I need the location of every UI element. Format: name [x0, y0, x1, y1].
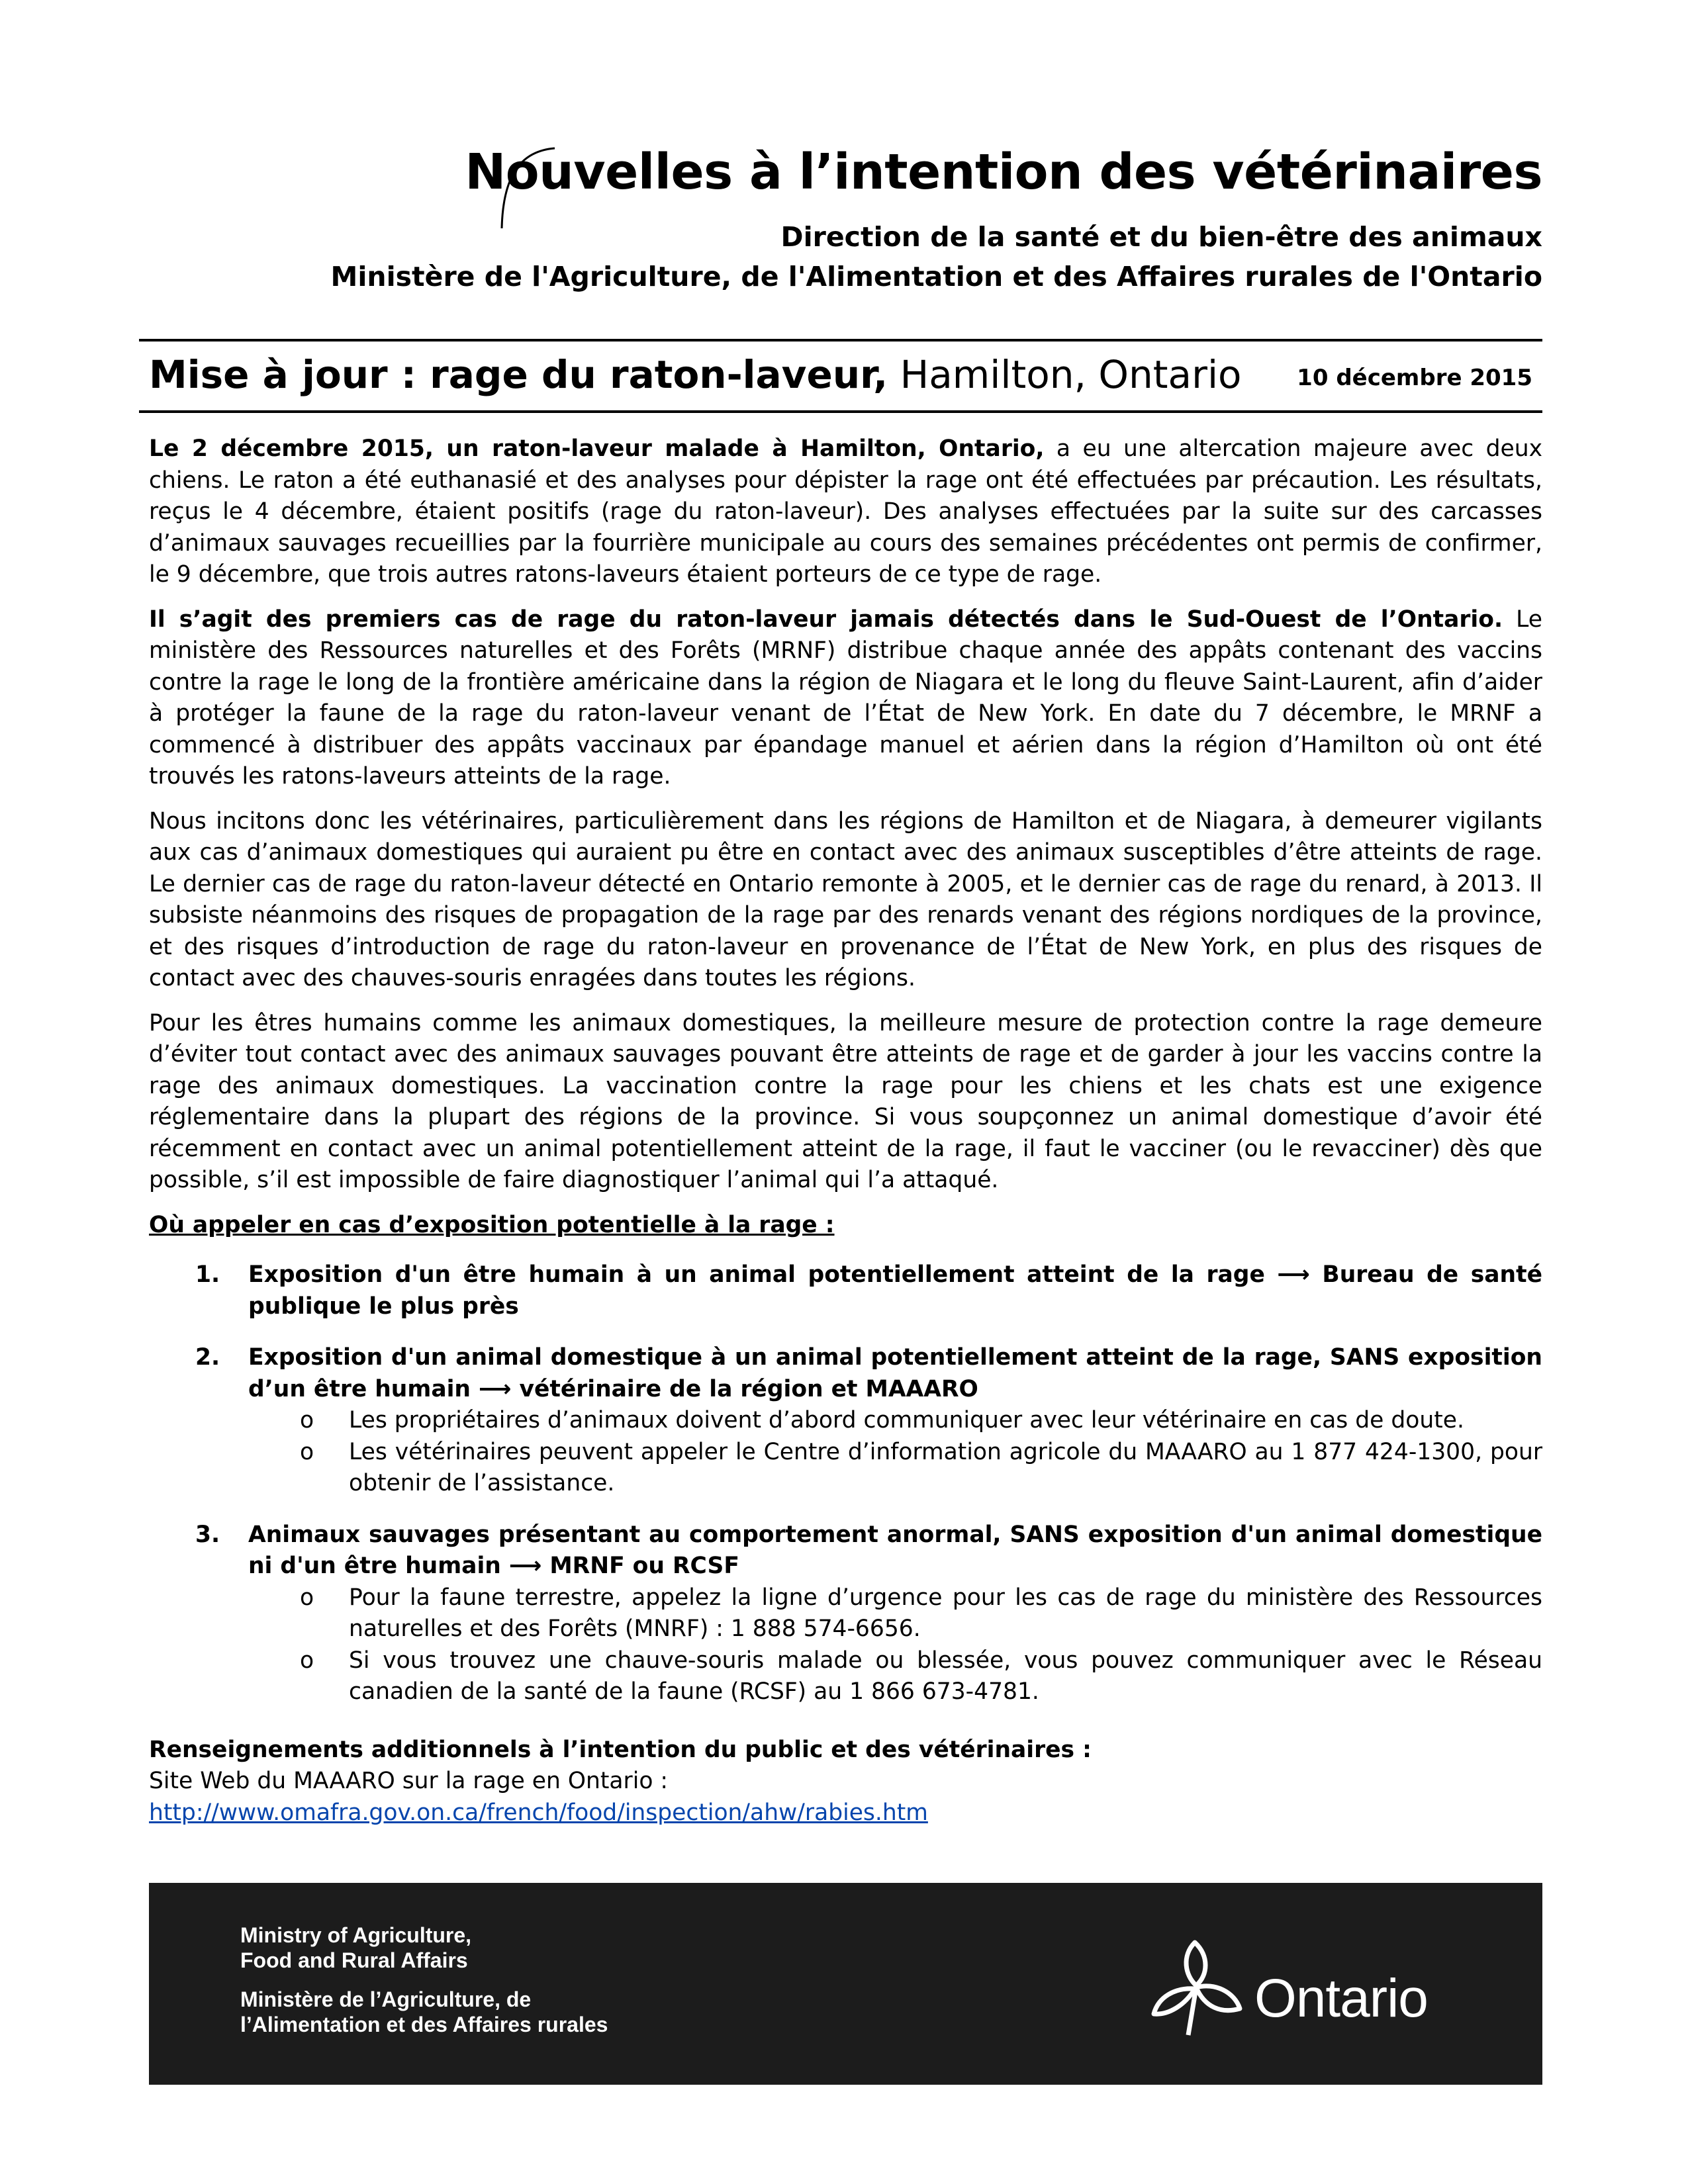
update-title — [149, 345, 1242, 404]
bullet-icon: o — [300, 1407, 314, 1433]
paragraph-2-lead: Il s’agit des premiers cas de rage du raton-laveur jamais détectés dans le Sud-Ouest de l’Ontario. — [149, 606, 1503, 633]
update-title-bar — [149, 341, 1532, 407]
ministry-name: Ministère de l'Agriculture, de l'Alimentation et des Affaires rurales de l'Ontario — [330, 261, 1542, 293]
ministry-name-fr-line1: Ministère de l’Agriculture, de — [240, 1987, 532, 2011]
ministry-name-en-line2: Food and Rural Affairs — [240, 1948, 468, 1972]
contact-item-3 — [149, 1520, 1542, 1708]
site-label: Site Web du MAAARO sur la rage en Ontario : — [149, 1768, 669, 1794]
subitem-text: Si vous trouvez une chauve-souris malade ou blessée, vous pouvez communiquer avec le Réseau canadien de la santé de la faune (RCSF) au 1 866 673-4781. — [349, 1647, 1542, 1705]
contact-item-1 — [149, 1259, 1542, 1322]
paragraph-1-lead: Le 2 décembre 2015, un raton-laveur malade à Hamilton, Ontario, — [149, 435, 1045, 462]
contact-sublist — [248, 1405, 1542, 1500]
bullet-icon: o — [300, 1438, 314, 1465]
contact-number: 2. — [195, 1344, 220, 1371]
subitem-text: Pour la faune terrestre, appelez la ligne d’urgence pour les cas de rage du ministère des Ressources naturelles et des Forêts (MNRF) : 1 888 574-6656. — [349, 1584, 1542, 1642]
trillium-icon — [1149, 1936, 1248, 2042]
contact-item-2 — [149, 1342, 1542, 1500]
update-location: Hamilton, Ontario — [900, 352, 1242, 397]
ontario-logo — [1149, 1936, 1460, 2042]
subitem-text: Les vétérinaires peuvent appeler le Centre d’information agricole du MAAARO au 1 877 424-1300, pour obtenir de l’assistance. — [349, 1438, 1542, 1496]
branch-name: Direction de la santé et du bien-être des animaux — [780, 221, 1542, 253]
contact-subitem — [248, 1582, 1542, 1645]
paragraph-4: Pour les êtres humains comme les animaux domestiques, la meilleure mesure de protection contre la rage demeure d’éviter tout contact avec des animaux sauvages pouvant être atteints de rage et de garder à jour les vaccins contre la rage des animaux domestiques. La vaccination contre la rage pour les chiens et les chats est une exigence réglementaire dans la plupart des régions de la province. Si vous soupçonnez un animal domestique d’avoir été récemment en contact avec un animal potentiellement atteint de la rage, il faut le vacciner (ou le revacciner) dès que possible, s’il est impossible de faire diagnostiquer l’animal qui l’a attaqué. — [149, 1009, 1542, 1193]
additional-info — [149, 1735, 1542, 1829]
contact-lead: Animaux sauvages présentant au comportement anormal, SANS exposition d'un animal domestique ni d'un être humain ⟶ MRNF ou RCSF — [248, 1521, 1542, 1579]
ministry-name-french — [240, 1987, 608, 2037]
ontario-wordmark: Ontario — [1254, 1968, 1428, 2028]
contact-number: 1. — [195, 1261, 220, 1288]
contact-subitem — [248, 1405, 1542, 1437]
contacts-list — [149, 1259, 1542, 1708]
subitem-text: Les propriétaires d’animaux doivent d’abord communiquer avec leur vétérinaire en cas de doute. — [349, 1407, 1464, 1433]
ministry-name-fr-line2: l’Alimentation et des Affaires rurales — [240, 2013, 608, 2036]
ministry-name-en-line1: Ministry of Agriculture, — [240, 1923, 472, 1947]
contact-lead: Exposition d'un être humain à un animal potentiellement atteint de la rage ⟶ Bureau de santé publique le plus près — [248, 1261, 1542, 1320]
ministry-name-english — [240, 1923, 471, 1973]
title-rule-bottom — [139, 410, 1542, 413]
contact-subitem — [248, 1645, 1542, 1708]
paragraph-2 — [149, 604, 1542, 793]
contact-number: 3. — [195, 1521, 220, 1548]
contact-subitem — [248, 1437, 1542, 1500]
paragraph-1 — [149, 433, 1542, 591]
newsletter-title: Nouvelles à l’intention des vétérinaires — [465, 144, 1542, 201]
ministry-footer — [149, 1883, 1542, 2085]
update-date: 10 décembre 2015 — [1297, 365, 1532, 391]
paragraph-1-text: a eu une altercation majeure avec deux chiens. Le raton a été euthanasié et des analyses pour dépister la rage ont été effectuées par précaution. Les résultats, reçus le 4 décembre, étaient positifs (rage du raton-laveur). Des analyses effectuées par la suite sur des carcasses d’animaux sauvages recueillies par la fourrière municipale au cours des semaines précédentes ont permis de confirmer, le 9 décembre, que trois autres ratons-laveurs étaient porteurs de ce type de rage. — [149, 435, 1542, 588]
contact-sublist — [248, 1582, 1542, 1708]
paragraph-3: Nous incitons donc les vétérinaires, particulièrement dans les régions de Hamilton et de Niagara, à demeurer vigilants aux cas d’animaux domestiques qui auraient pu être en contact avec des animaux susceptibles d’être atteints de rage. Le dernier cas de rage du raton-laveur détecté en Ontario remonte à 2005, et le dernier cas de rage du renard, à 2013. Il subsiste néanmoins des risques de propagation de la rage par des renards venant des régions nordiques de la province, et des risques d’introduction de rage du raton-laveur en provenance de l’État de New York, en plus des risques de contact avec des chauves-souris enragées dans toutes les régions. — [149, 807, 1542, 991]
bullet-icon: o — [300, 1647, 314, 1674]
contacts-heading: Où appeler en cas d’exposition potentielle à la rage : — [149, 1211, 835, 1238]
update-topic: Mise à jour : rage du raton-laveur, — [149, 352, 888, 397]
paragraph-2-text: Le ministère des Ressources naturelles et des Forêts (MRNF) distribue chaque année des appâts contenant des vaccins contre la rage le long de la frontière américaine dans la région de Niagara et le long du fleuve Saint-Laurent, afin d’aider à protéger la faune de la rage du raton-laveur venant de l’État de New York. En date du 7 décembre, le MRNF a commencé à distribuer des appâts vaccinaux par épandage manuel et aérien dans la région d’Hamilton où ont été trouvés les ratons-laveurs atteints de la rage. — [149, 606, 1542, 790]
additional-info-title: Renseignements additionnels à l’intention du public et des vétérinaires : — [149, 1736, 1092, 1763]
newsletter-header — [318, 139, 1542, 296]
article-body — [149, 433, 1542, 1829]
rabies-page-link[interactable]: http://www.omafra.gov.on.ca/french/food/inspection/ahw/rabies.htm — [149, 1799, 928, 1826]
swoosh-icon — [496, 146, 556, 235]
bullet-icon: o — [300, 1584, 314, 1611]
contact-lead: Exposition d'un animal domestique à un animal potentiellement atteint de la rage, SANS exposition d’un être humain ⟶ vétérinaire de la région et MAAARO — [248, 1344, 1542, 1402]
